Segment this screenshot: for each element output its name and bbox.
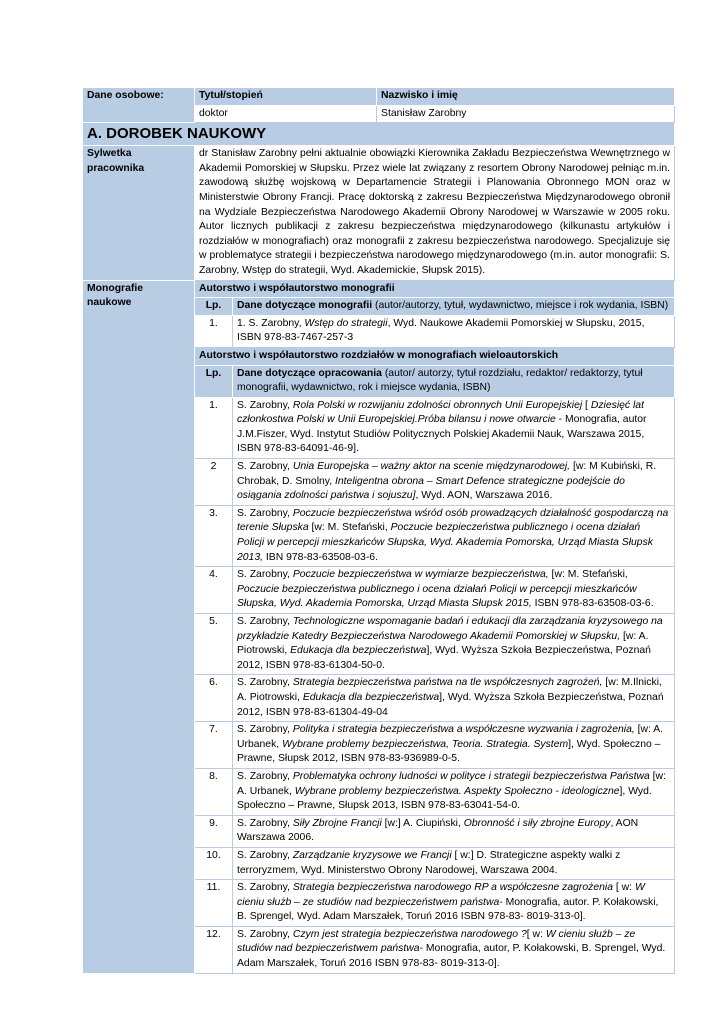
monograph-number: 1. <box>195 315 233 347</box>
chapter-number: 12. <box>195 926 233 973</box>
chapter-italic-text: Unia Europejska – ważny aktor na scenie międzynarodowej, <box>292 461 571 473</box>
name-header: Nazwisko i imię <box>377 88 675 106</box>
chapter-text: [w: M. Stefański, <box>548 569 628 581</box>
chapter-text: [w: A. Urbanek, <box>237 770 666 797</box>
chapter-text: ], Wyd. Społeczno – Prawne, Słupsk 2012, ISBN 978-83-936989-0-5. <box>237 738 661 765</box>
chapter-text: - Monografia, autor J.M.Fiszer, Wyd. Instytut Studiów Politycznych Polskiej Akademii Nauk, Warszawa 2015, ISBN 978-83-64091-46-9]. <box>237 414 647 455</box>
monograph-text: 1. S. Zarobny, <box>237 317 305 329</box>
chapter-italic-text: Wybrane problemy bezpieczeństwa. Aspekty Społeczno - ideologiczne <box>294 785 620 797</box>
chapter-italic-text: Poczucie bezpieczeństwa publicznego i ocena działań Policji w percepcji mieszkańców Słupska, Wyd. Akademia Pomorska, Urząd Miasta Słupsk 2013, <box>237 522 653 563</box>
chapter-italic-text: Poczucie bezpieczeństwa wśród osób prowadzących działalność gospodarczą na terenie Słupska <box>237 507 669 534</box>
chapters-lp-header: Lp. <box>195 365 233 397</box>
personal-label: Dane osobowe: <box>83 88 195 123</box>
chapter-number: 10. <box>195 847 233 879</box>
chapter-italic-text: Obronność i siły zbrojne Europy <box>463 817 611 829</box>
title-value: doktor <box>195 105 377 123</box>
chapter-entry <box>233 567 675 614</box>
chapter-entry <box>233 722 675 769</box>
personal-header-row <box>83 88 675 106</box>
chapter-text: [ w: <box>526 928 546 940</box>
chapters-col-header <box>233 365 675 397</box>
chapter-italic-text: Problematyka ochrony ludności w polityce i strategii bezpieczeństwa Państwa <box>292 770 650 782</box>
chapter-text: [w: A. Urbanek, <box>237 724 664 750</box>
chapter-text: S. Zarobny, <box>237 770 293 782</box>
chapter-italic-text: W cieniu służb – ze studiów nad bezpieczeństwem państwa- <box>237 928 636 955</box>
chapter-text: ISBN 978-83-63508-03-6. <box>531 598 654 610</box>
cv-table <box>82 87 675 974</box>
chapter-italic-text: Poczucie bezpieczeństwa publicznego i ocena działań Policji w percepcji mieszkańców Słupska, Wyd. Akademia Pomorska, Urząd Miasta Słupsk 2015, <box>237 583 637 610</box>
monograph-text: , Wyd. Naukowe Akademii Pomorskiej w Słupsku, 2015, ISBN 978-83-7467-257-3 <box>237 317 645 344</box>
chapter-number: 6. <box>195 675 233 722</box>
chapter-text: S. Zarobny, <box>237 724 293 736</box>
chapter-italic-text: Dziesięć lat członkostwa Polski w Unii Europejskiej.Próba bilansu i nowe otwarcie <box>237 399 644 426</box>
chapter-italic-text: Edukacja dla bezpieczeństwa <box>290 645 427 657</box>
chapter-text: ], Wyd. Wyższa Szkoła Bezpieczeństwa, Poznań 2012, ISBN 978-83-61304-49-04 <box>237 691 664 718</box>
chapter-entry <box>233 505 675 566</box>
chapter-text: S. Zarobny, <box>237 882 293 894</box>
name-value: Stanisław Zarobny <box>377 105 675 123</box>
chapter-text: S. Zarobny, <box>237 616 293 627</box>
chapter-text: IBN 978-83-63508-03-6. <box>263 551 378 563</box>
chapter-number: 2 <box>195 459 233 506</box>
cv-document <box>82 87 674 974</box>
chapter-number: 8. <box>195 768 233 815</box>
chapter-text: Monografia, autor, P. Kołakowski, B. Sprengel, Wyd. Adam Marszałek, Toruń 2016 ISBN 978-83- 8019-313-0]. <box>237 943 666 970</box>
chapter-entry <box>233 880 675 927</box>
profile-row <box>83 146 675 280</box>
chapter-italic-text: Strategia bezpieczeństwa państwa na tle współczesnych zagrożeń, <box>292 677 603 689</box>
chapter-italic-text: Siły Zbrojne Francji <box>292 817 382 829</box>
chapters-heading: Autorstwo i współautorstwo rozdziałów w monografiach wieloautorskich <box>195 347 675 365</box>
chapter-text: S. Zarobny, <box>237 849 293 861</box>
chapter-italic-text: Polityka i strategia bezpieczeństwa a współczesne wyzwania i zagrożenia, <box>292 724 635 736</box>
chapter-italic-text: Edukacja dla bezpieczeństwa <box>302 691 440 703</box>
chapter-entry <box>233 614 675 675</box>
chapter-text: [ <box>582 399 591 411</box>
monographs-col-rest: (autor/autorzy, tytuł, wydawnictwo, miejsce i rok wydania, ISBN) <box>372 300 669 312</box>
monograph-entry <box>233 315 675 347</box>
chapter-number: 4. <box>195 567 233 614</box>
monographs-label: Monografie naukowe <box>83 280 195 973</box>
chapter-italic-text: Poczucie bezpieczeństwa w wymiarze bezpieczeństwa, <box>292 569 549 581</box>
chapter-text: S. Zarobny, <box>237 507 293 519</box>
chapter-text: [w:] A. Ciupiński, <box>381 817 464 829</box>
chapter-italic-text: Strategia bezpieczeństwa narodowego RP a współczesne zagrożenia <box>292 882 614 894</box>
chapter-italic-text: Zarządzanie kryzysowe we Francji <box>292 849 452 861</box>
chapter-text: [ w:] D. Strategiczne aspekty walki z terroryzmem, Wyd. Ministerstwo Obrony Narodowej, Warszawa 2004. <box>237 849 621 876</box>
chapter-italic-text: Czym jest strategia bezpieczeństwa narodowego ? <box>292 928 527 940</box>
section-title: A. DOROBEK NAUKOWY <box>83 123 675 146</box>
chapter-italic-text: Technologiczne wspomaganie badań i edukacji dla zarządzania kryzysowego na przykładzie Katedry Bezpieczeństwa Narodowego Akademii Pomorskiej w Słupsku, <box>237 616 663 642</box>
chapter-entry <box>233 459 675 506</box>
chapter-entry <box>233 847 675 879</box>
chapter-number: 5. <box>195 614 233 675</box>
title-header: Tytuł/stopień <box>195 88 377 106</box>
chapter-number: 3. <box>195 505 233 566</box>
chapter-number: 7. <box>195 722 233 769</box>
chapter-entry <box>233 815 675 847</box>
monographs-heading: Autorstwo i współautorstwo monografii <box>195 280 675 298</box>
chapter-text: [w: A. Piotrowski, <box>237 630 649 657</box>
chapter-italic-text: Rola Polski w rozwijaniu zdolności obronnych Unii Europejskiej <box>292 399 583 411</box>
chapter-text: ], Wyd. Wyższa Szkoła Bezpieczeństwa, Poznań 2012, ISBN 978-83-61304-50-0. <box>237 645 651 671</box>
monographs-col-bold: Dane dotyczące monografii <box>237 300 373 312</box>
profile-label: Sylwetka pracownika <box>83 146 195 280</box>
chapter-text: , AON Warszawa 2006. <box>237 817 639 844</box>
monograph-title: Wstęp do strategii <box>304 317 388 329</box>
monographs-lp-header: Lp. <box>195 298 233 316</box>
chapters-col-rest: (autor/ autorzy, tytuł rozdziału, redaktor/ redaktorzy, tytuł monografii, wydawnictwo, rok i miejsce wydania, ISBN) <box>237 367 643 394</box>
chapters-col-bold: Dane dotyczące opracowania <box>237 367 382 379</box>
chapter-text: , Wyd. AON, Warszawa 2016. <box>415 490 553 502</box>
profile-text: dr Stanisław Zarobny pełni aktualnie obowiązki Kierownika Zakładu Bezpieczeństwa Wewnętrznego w Akademii Pomorskiej w Słupsku. Przez wiele lat związany z resortem Obrony Narodowej pełniąc m.in. zawodową służbę wojskową w Departamencie Strategii i Planowania Obronnego MON oraz w Ministerstwie Obrony Francji. Pracę doktorską z zakresu Bezpieczeństwa Międzynarodowego obronił na Wydziale Bezpieczeństwa Narodowego Akademii Obrony Narodowej w Warszawie w 2005 roku. Autor licznych publikacji z zakresu bezpieczeństwa międzynarodowego (kilkunastu artykułów i rozdziałów w monografiach) oraz monografii z zakresu bezpieczeństwa narodowego. Specjalizuje się w problematyce strategii i bezpieczeństwa narodowego międzynarodowego (m.in. autor monografii: S. Zarobny, Wstęp do strategii, Wyd. Akademickie, Słupsk 2015). <box>195 146 675 280</box>
chapter-text: S. Zarobny, <box>237 461 293 473</box>
chapter-number: 1. <box>195 397 233 458</box>
chapter-number: 9. <box>195 815 233 847</box>
chapter-text: [w: M.Ilnicki, A. Piotrowski, <box>237 677 662 703</box>
chapter-text: S. Zarobny, <box>237 677 293 689</box>
section-title-row <box>83 123 675 146</box>
chapter-entry <box>233 768 675 815</box>
chapter-number: 11. <box>195 880 233 927</box>
chapter-italic-text: Inteligentna obrona – Smart Defence strategiczne podejście do osiągania zdolności państwa i sojuszu] <box>237 475 625 502</box>
monographs-col-header <box>233 298 675 316</box>
chapter-italic-text: W cieniu służb – ze studiów nad bezpieczeństwem państwa- <box>237 882 645 908</box>
chapter-text: S. Zarobny, <box>237 569 293 581</box>
chapter-text: Monografia, autor. P. Kołakowski, B. Sprengel, Wyd. Adam Marszałek, Toruń 2016 ISBN 978-83- 8019-313-0]. <box>237 896 659 923</box>
monographs-heading-row <box>83 280 675 298</box>
chapter-entry <box>233 926 675 973</box>
chapter-entry <box>233 397 675 458</box>
chapter-text: S. Zarobny, <box>237 928 293 940</box>
chapter-text: [ w: <box>613 882 635 894</box>
chapter-text: S. Zarobny, <box>237 817 293 829</box>
chapter-text: [w: M. Stefański, <box>308 522 391 534</box>
chapter-text: [w: M Kubiński, R. Chrobak, D. Smolny, <box>237 461 657 487</box>
chapter-entry <box>233 675 675 722</box>
chapter-text: S. Zarobny, <box>237 399 293 411</box>
chapter-italic-text: Wybrane problemy bezpieczeństwa, Teoria. Strategia. System <box>282 738 569 750</box>
chapter-text: ], Wyd. Społeczno – Prawne, Słupsk 2013, ISBN 978-83-63041-54-0. <box>237 785 652 812</box>
